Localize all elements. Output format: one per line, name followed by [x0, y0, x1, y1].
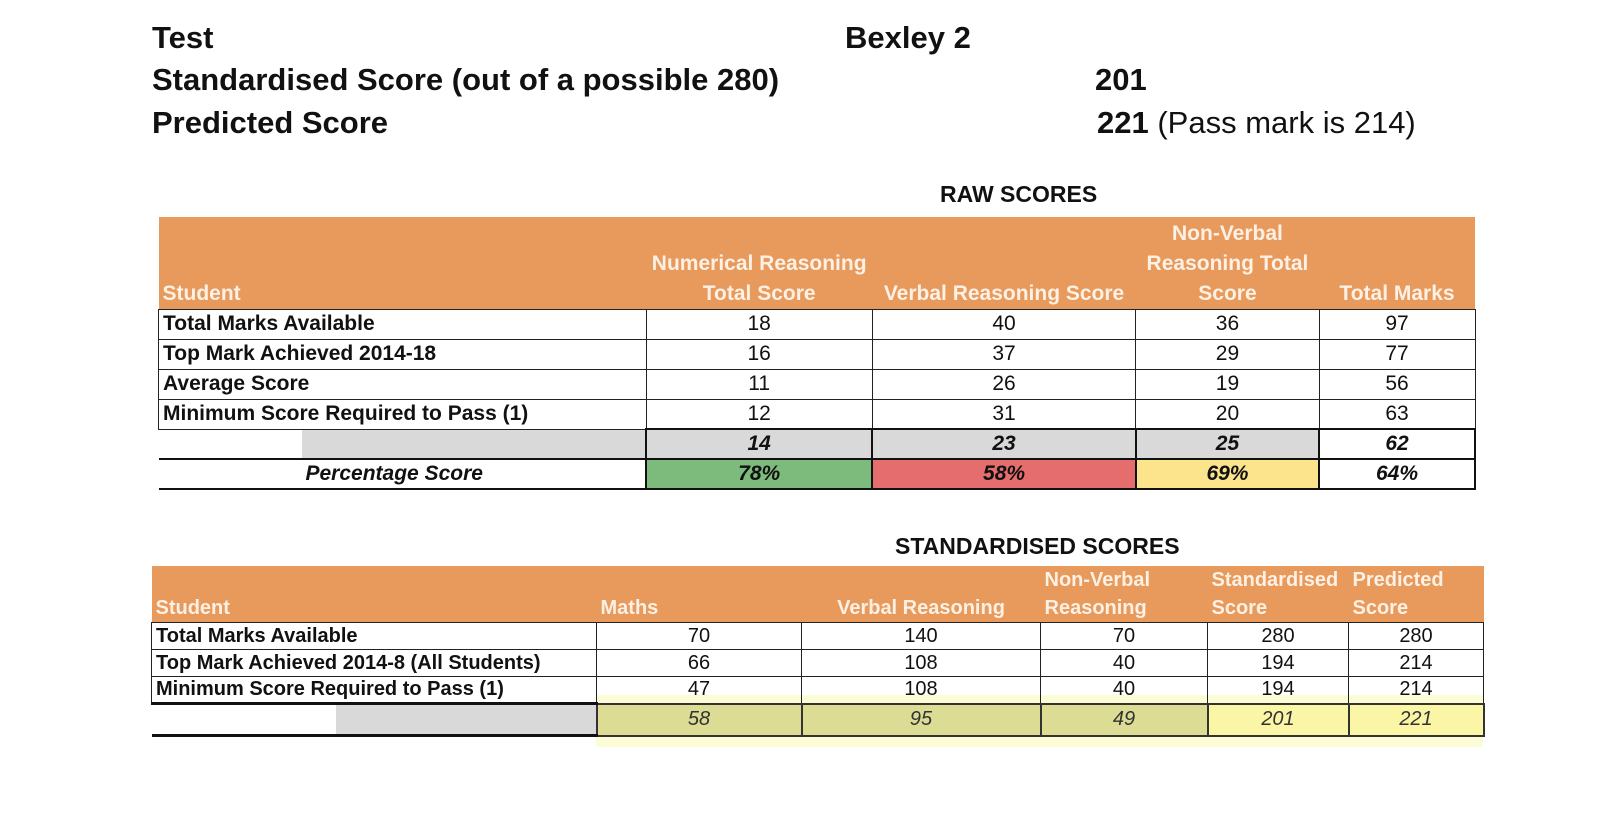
- std-header-student: Student: [152, 566, 597, 623]
- predicted-score-label: Predicted Score: [152, 105, 389, 140]
- cell: 97: [1319, 309, 1475, 339]
- cell: 70: [1041, 623, 1208, 650]
- score-cell: 221: [1349, 704, 1484, 736]
- table-row: [152, 677, 1484, 704]
- cell: 11: [646, 369, 872, 399]
- cell: 47: [597, 677, 802, 704]
- cell: 63: [1319, 399, 1475, 429]
- percentage-cell: 64%: [1319, 459, 1475, 489]
- percentage-row: [159, 459, 1476, 489]
- redacted-cell: [159, 429, 647, 459]
- percentage-label: Percentage Score: [159, 459, 647, 489]
- cell: 77: [1319, 339, 1475, 369]
- pass-mark-note: (Pass mark is 214): [1157, 105, 1416, 140]
- cell: 70: [597, 623, 802, 650]
- row-label: Top Mark Achieved 2014-8 (All Students): [152, 650, 597, 677]
- score-cell: 62: [1319, 429, 1475, 459]
- std-header-row: [152, 566, 1484, 623]
- standardised-scores-table: [151, 566, 1485, 737]
- standardised-scores-title: STANDARDISED SCORES: [895, 533, 1180, 559]
- cell: 29: [1136, 339, 1319, 369]
- raw-header-numerical: Numerical Reasoning Total Score: [646, 217, 872, 309]
- cell: 37: [872, 339, 1136, 369]
- cell: 19: [1136, 369, 1319, 399]
- cell: 31: [872, 399, 1136, 429]
- predicted-score-value: 221: [1097, 105, 1149, 140]
- row-label: Minimum Score Required to Pass (1): [159, 399, 647, 429]
- raw-scores-table: [158, 217, 1476, 490]
- score-cell: 58: [597, 704, 802, 736]
- cell: 108: [802, 650, 1041, 677]
- cell: 36: [1136, 309, 1319, 339]
- cell: 40: [1041, 677, 1208, 704]
- standardised-score-label: Standardised Score (out of a possible 280): [152, 62, 780, 97]
- raw-header-verbal: Verbal Reasoning Score: [872, 217, 1136, 309]
- cell: 26: [872, 369, 1136, 399]
- redacted-cell: [152, 704, 597, 736]
- score-cell: 23: [872, 429, 1136, 459]
- cell: 18: [646, 309, 872, 339]
- row-label: Total Marks Available: [159, 309, 647, 339]
- cell: 194: [1208, 677, 1349, 704]
- table-row: [159, 369, 1476, 399]
- std-header-verbal: Verbal Reasoning: [802, 566, 1041, 623]
- cell: 140: [802, 623, 1041, 650]
- cell: 40: [872, 309, 1136, 339]
- std-header-maths: Maths: [597, 566, 802, 623]
- cell: 280: [1349, 623, 1484, 650]
- test-value: Bexley 2: [845, 20, 971, 55]
- raw-header-nonverbal: Non-Verbal Reasoning Total Score: [1136, 217, 1319, 309]
- predicted-score-line: [1097, 107, 1416, 138]
- std-score-row: [152, 704, 1484, 736]
- row-label: Average Score: [159, 369, 647, 399]
- cell: 194: [1208, 650, 1349, 677]
- cell: 40: [1041, 650, 1208, 677]
- raw-scores-title: RAW SCORES: [940, 181, 1098, 207]
- cell: 108: [802, 677, 1041, 704]
- table-row: [152, 623, 1484, 650]
- test-label: Test: [152, 20, 214, 55]
- percentage-cell: 69%: [1136, 459, 1319, 489]
- cell: 66: [597, 650, 802, 677]
- cell: 214: [1349, 650, 1484, 677]
- raw-score-row: [159, 429, 1476, 459]
- row-label: Top Mark Achieved 2014-18: [159, 339, 647, 369]
- std-header-standardised: Standardised Score: [1208, 566, 1349, 623]
- score-cell: 49: [1041, 704, 1208, 736]
- table-row: [159, 339, 1476, 369]
- standardised-score-value: 201: [1095, 62, 1147, 97]
- table-row: [159, 399, 1476, 429]
- raw-header-student: Student: [159, 217, 647, 309]
- percentage-cell: 78%: [646, 459, 872, 489]
- cell: 214: [1349, 677, 1484, 704]
- score-cell: 14: [646, 429, 872, 459]
- cell: 16: [646, 339, 872, 369]
- cell: 20: [1136, 399, 1319, 429]
- std-header-predicted: Predicted Score: [1349, 566, 1484, 623]
- std-header-nonverbal: Non-Verbal Reasoning: [1041, 566, 1208, 623]
- table-row: [152, 650, 1484, 677]
- score-cell: 95: [802, 704, 1041, 736]
- raw-header-total: Total Marks: [1319, 217, 1475, 309]
- cell: 12: [646, 399, 872, 429]
- cell: 280: [1208, 623, 1349, 650]
- table-row: [159, 309, 1476, 339]
- cell: 56: [1319, 369, 1475, 399]
- score-cell: 25: [1136, 429, 1319, 459]
- row-label: Minimum Score Required to Pass (1): [152, 677, 597, 704]
- score-cell: 201: [1208, 704, 1349, 736]
- raw-header-row: [159, 217, 1476, 309]
- percentage-cell: 58%: [872, 459, 1136, 489]
- row-label: Total Marks Available: [152, 623, 597, 650]
